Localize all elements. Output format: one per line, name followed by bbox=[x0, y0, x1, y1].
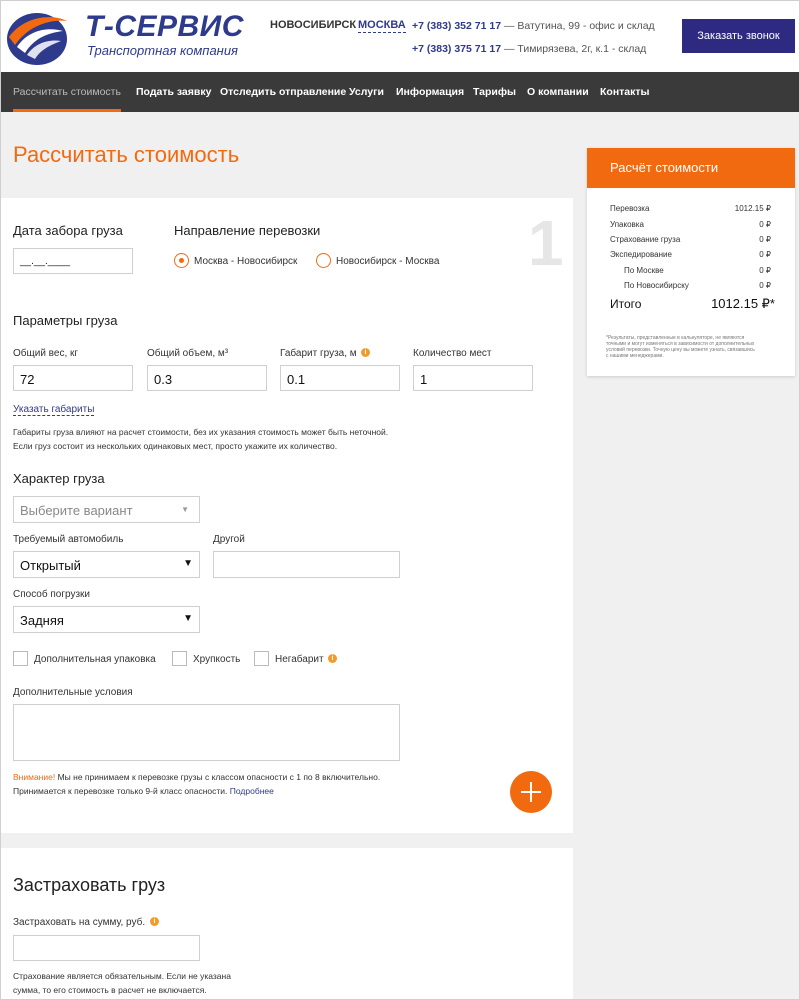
city-moscow[interactable]: МОСКВА bbox=[358, 19, 406, 31]
brand-title: Т-СЕРВИС bbox=[85, 10, 244, 43]
params-heading: Параметры груза bbox=[13, 313, 118, 328]
insurance-heading: Застраховать груз bbox=[13, 875, 166, 895]
vehicle-value: Открытый bbox=[20, 558, 81, 573]
insurance-note-1: Страхование является обязательным. Если не указана bbox=[13, 971, 231, 981]
page-title: Рассчитать стоимость bbox=[13, 142, 240, 167]
nav-item-info[interactable]: Информация bbox=[396, 86, 465, 98]
calc-row-value: 0 ₽ bbox=[759, 220, 771, 229]
direction-radio-msk-nsk[interactable] bbox=[174, 253, 189, 268]
add-cargo-button[interactable] bbox=[510, 771, 552, 813]
volume-input[interactable]: 0.3 bbox=[147, 365, 267, 391]
calc-total-value: 1012.15 ₽* bbox=[711, 296, 775, 311]
nav-item-track[interactable]: Отследить отправление bbox=[220, 86, 347, 98]
phone-number-2[interactable]: +7 (383) 375 71 17 bbox=[412, 43, 502, 55]
warning-line-2: Принимается к перевозке только 9-й класс опасности. bbox=[13, 786, 230, 796]
chevron-down-icon: ▼ bbox=[183, 558, 193, 569]
phone-line-1 bbox=[412, 20, 655, 32]
calc-row-label: По Новосибирску bbox=[624, 281, 689, 290]
other-input[interactable] bbox=[213, 551, 400, 578]
more-info-link[interactable]: Подробнее bbox=[229, 786, 274, 796]
warning-line-1: Мы не принимаем к перевозке грузы с классом опасности с 1 по 8 включительно. bbox=[55, 772, 381, 782]
nav-item-contacts[interactable]: Контакты bbox=[600, 86, 650, 98]
pickup-date-input[interactable]: __.__.____ bbox=[13, 248, 133, 274]
address-2: — Тимирязева, 2г, к.1 - склад bbox=[503, 43, 647, 55]
pickup-date-label: Дата забора груза bbox=[13, 223, 123, 238]
nav-item-calculate[interactable]: Рассчитать стоимость bbox=[13, 72, 121, 112]
nav-item-services[interactable]: Услуги bbox=[349, 86, 384, 98]
direction-label-nsk-msk: Новосибирск - Москва bbox=[336, 256, 440, 267]
extra-packaging-label: Дополнительная упаковка bbox=[34, 654, 156, 665]
info-icon[interactable]: i bbox=[328, 654, 337, 663]
loading-select[interactable] bbox=[13, 606, 200, 633]
calc-row-label: Упаковка bbox=[610, 220, 644, 229]
chevron-down-icon: ▼ bbox=[183, 613, 193, 624]
warning-prefix: Внимание! bbox=[13, 772, 56, 782]
nav-item-tariffs[interactable]: Тарифы bbox=[473, 86, 517, 98]
calc-fine-print-line: с нашими менеджерами. bbox=[606, 353, 664, 359]
weight-label: Общий вес, кг bbox=[13, 348, 79, 359]
other-label: Другой bbox=[213, 534, 245, 545]
calc-fine-print-line: точными и могут изменяться в зависимости от дополнительных bbox=[606, 341, 755, 347]
danger-class-warning bbox=[13, 770, 380, 798]
fragile-checkbox[interactable] bbox=[172, 651, 187, 666]
extra-conditions-label: Дополнительные условия bbox=[13, 687, 133, 698]
insurance-amount-label: Застраховать на сумму, руб. bbox=[13, 917, 146, 928]
calc-fine-print-line: *Результаты, представленные в калькуляторе, не являются bbox=[606, 335, 745, 341]
calc-row-value: 0 ₽ bbox=[759, 266, 771, 275]
main-nav bbox=[1, 72, 800, 112]
dims-note-1: Габариты груза влияют на расчет стоимости, без их указания стоимость может быть неточной. bbox=[13, 427, 389, 437]
address-1: — Ватутина, 99 - офис и склад bbox=[503, 20, 655, 32]
chevron-down-icon: ▼ bbox=[181, 505, 189, 514]
info-icon[interactable]: i bbox=[361, 348, 370, 357]
direction-radio-nsk-msk[interactable] bbox=[316, 253, 331, 268]
info-icon[interactable]: i bbox=[150, 917, 159, 926]
step-number: 1 bbox=[528, 207, 564, 279]
calc-total-label: Итого bbox=[610, 297, 642, 311]
volume-label: Общий объем, м³ bbox=[147, 348, 229, 359]
direction-label: Направление перевозки bbox=[174, 223, 321, 238]
cargo-type-placeholder: Выберите вариант bbox=[20, 503, 133, 518]
vehicle-label: Требуемый автомобиль bbox=[13, 534, 124, 545]
calc-row-value: 0 ₽ bbox=[759, 250, 771, 259]
phone-line-2 bbox=[412, 43, 646, 55]
dims-label: Габарит груза, м bbox=[280, 348, 357, 359]
calc-row-value: 0 ₽ bbox=[759, 281, 771, 290]
calc-row-value: 0 ₽ bbox=[759, 235, 771, 244]
calc-summary-title: Расчёт стоимости bbox=[587, 148, 795, 188]
insurance-amount-input[interactable] bbox=[13, 935, 200, 961]
oversize-checkbox[interactable] bbox=[254, 651, 269, 666]
places-input[interactable]: 1 bbox=[413, 365, 533, 391]
brand-subtitle: Транспортная компания bbox=[87, 43, 238, 58]
calc-summary bbox=[587, 148, 795, 376]
city-novosibirsk[interactable]: НОВОСИБИРСК bbox=[270, 19, 357, 31]
loading-value: Задняя bbox=[20, 613, 64, 628]
extra-conditions-textarea[interactable] bbox=[13, 704, 400, 761]
calc-fine-print-line: условий перевозки. Точную цену вы можете узнать, связавшись bbox=[606, 347, 755, 353]
vehicle-select[interactable] bbox=[13, 551, 200, 578]
calc-row-value: 1012.15 ₽ bbox=[734, 204, 771, 213]
dims-input[interactable]: 0.1 bbox=[280, 365, 400, 391]
callback-button[interactable]: Заказать звонок bbox=[682, 19, 795, 53]
calc-row-label: Экспедирование bbox=[610, 250, 672, 259]
fragile-label: Хрупкость bbox=[193, 654, 241, 665]
logo-icon[interactable] bbox=[5, 7, 69, 67]
dims-note-2: Если груз состоит из нескольких одинаковых мест, просто укажите их количество. bbox=[13, 441, 338, 451]
cargo-type-select[interactable] bbox=[13, 496, 200, 523]
weight-input[interactable]: 72 bbox=[13, 365, 133, 391]
header bbox=[1, 1, 800, 72]
places-label: Количество мест bbox=[413, 348, 492, 359]
calc-row-label: Страхование груза bbox=[610, 235, 681, 244]
direction-label-msk-nsk: Москва - Новосибирск bbox=[194, 256, 298, 267]
phone-number-1[interactable]: +7 (383) 352 71 17 bbox=[412, 20, 502, 32]
calc-row-label: По Москве bbox=[624, 266, 664, 275]
calc-fine-print bbox=[606, 335, 755, 359]
nav-item-submit-request[interactable]: Подать заявку bbox=[136, 86, 212, 98]
specify-dims-link[interactable]: Указать габариты bbox=[13, 404, 95, 415]
oversize-label: Негабарит bbox=[275, 654, 324, 665]
extra-packaging-checkbox[interactable] bbox=[13, 651, 28, 666]
calc-row-label: Перевозка bbox=[610, 204, 650, 213]
nav-item-about[interactable]: О компании bbox=[527, 86, 589, 98]
cargo-type-heading: Характер груза bbox=[13, 471, 105, 486]
insurance-note-2: сумма, то его стоимость в расчет не включается. bbox=[13, 985, 207, 995]
loading-label: Способ погрузки bbox=[13, 589, 90, 600]
